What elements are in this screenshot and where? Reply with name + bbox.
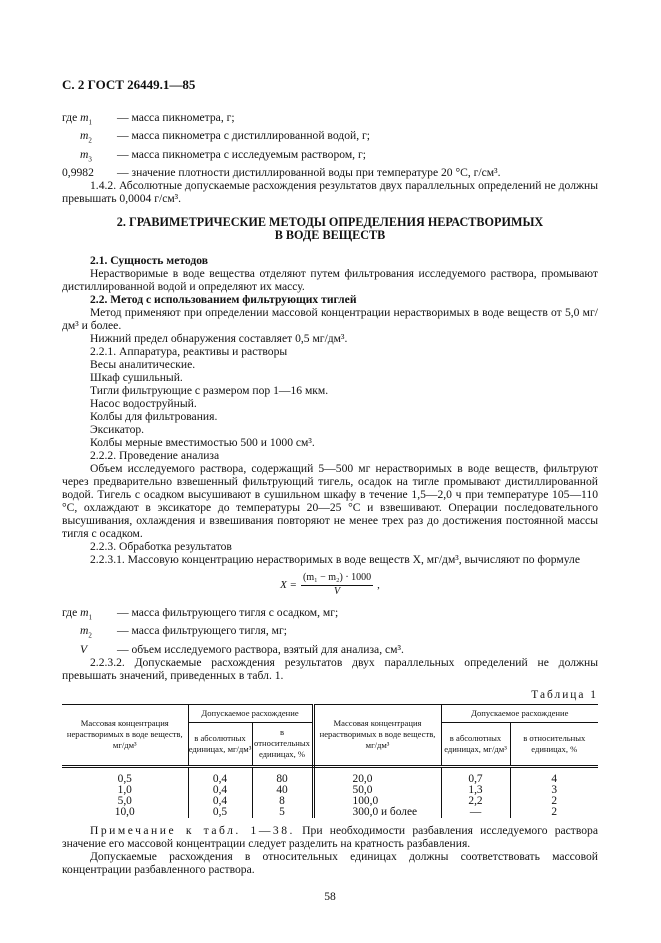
- table-label: Таблица 1: [531, 688, 598, 701]
- th-absolute-2: в абсолютных единицах, мг/дм³: [441, 722, 510, 766]
- table-cell: 10,0: [114, 806, 135, 819]
- where-item: [62, 111, 598, 129]
- table-cell: 1,3: [441, 785, 510, 796]
- paragraph-2-2-3-1: 2.2.3.1. Массовую концентрацию нерастворимых в воде веществ X, мг/дм³, вычисляют по формуле: [90, 552, 580, 566]
- where-sub: 2: [88, 631, 92, 640]
- table-cell: 3: [510, 785, 598, 796]
- where-sym: m: [80, 111, 89, 124]
- th-deviation: Допускаемое расхождение: [188, 704, 313, 722]
- section-2-body: [62, 254, 598, 566]
- paragraph-2-1: Нерастворимые в воде вещества отделяют путем фильтрования исследуемого раствора, промывают дистиллированной водой и определяют их массу.: [62, 266, 598, 293]
- table-row: [62, 766, 598, 785]
- formula-tail: ,: [377, 578, 380, 591]
- heading-2-2: 2.2. Метод с использованием фильтрующих тиглей: [90, 292, 357, 306]
- where-item: [62, 148, 598, 166]
- where-text: — масса пикнометра, г;: [117, 111, 235, 124]
- table-cell: 1,0: [117, 783, 132, 796]
- where-item: [62, 624, 598, 642]
- note-text: При необходимости разбавления исследуемого раствора значение его массовой концентрации следует разделить на кратность разбавления.: [62, 824, 599, 851]
- page-content: [62, 0, 598, 943]
- where-symbol: [62, 624, 117, 642]
- where-text: — значение плотности дистиллированной воды при температуре 20 °С, г/см³.: [117, 165, 501, 179]
- page-header: С. 2 ГОСТ 26449.1—85: [62, 77, 196, 92]
- table-cell: 0,4: [188, 766, 252, 785]
- note-label: Примечание к табл. 1—38.: [90, 824, 295, 838]
- where-sub: 1: [88, 613, 92, 622]
- table-cell: 4: [510, 766, 598, 785]
- table-cell: 80: [252, 766, 313, 785]
- section-title-line1: 2. ГРАВИМЕТРИЧЕСКИЕ МЕТОДЫ ОПРЕДЕЛЕНИЯ НЕРАСТВОРИМЫХ: [116, 214, 544, 229]
- table-cell: 2: [510, 796, 598, 807]
- where-sub: 3: [88, 154, 92, 163]
- paragraph-2-2-2: Объем исследуемого раствора, содержащий 5—500 мг нерастворимых в воде веществ, фильтруют через предварительно взвешенный фильтрующий тигель, осадок на тигле промывают дистиллированной водой. Тигель с осадком высушивают в сушильном шкафу в течение 1,5—2,0 ч при температуре 105—110 °С, охлаждают в эксикаторе до температуры 20—25 °С и взвешивают. Операции последовательного высушивания, охлаждения и взвешивания повторяют не менее трех раз до достижения постоянной массы тигля с осадком.: [62, 461, 598, 540]
- heading-2-2-3: 2.2.3. Обработка результатов: [90, 539, 232, 553]
- equipment-item: Весы аналитические.: [90, 357, 196, 371]
- where-item: [62, 606, 598, 624]
- table-cell: 5,0: [117, 794, 132, 807]
- table-cell: 50,0: [313, 785, 441, 796]
- paragraph-2-2: Метод применяют при определении массовой концентрации нерастворимых в воде веществ от 5,0 мг/дм³ и более.: [62, 305, 598, 332]
- table-cell: 5: [252, 807, 313, 818]
- paragraph-2-2-3-2: 2.2.3.2. Допускаемые расхождения результатов двух параллельных определений не должны превышать значений, приведенных в табл. 1.: [62, 655, 598, 682]
- formula-lhs: X =: [280, 578, 297, 591]
- table-row: [62, 796, 598, 807]
- where-list-1: [62, 111, 598, 179]
- detection-limit: Нижний предел обнаружения составляет 0,5 мг/дм³.: [90, 331, 348, 345]
- table-cell: 300,0 и более: [313, 807, 441, 818]
- where-text: — масса фильтрующего тигля, мг;: [117, 624, 287, 638]
- table-cell: 100,0: [313, 796, 441, 807]
- table-row: [62, 785, 598, 796]
- paragraph-1-4-2: 1.4.2. Абсолютные допускаемые расхождения результатов двух параллельных определений не должны превышать 0,0004 г/см³.: [62, 178, 598, 205]
- section-title: [62, 216, 598, 242]
- table-cell: 2: [510, 807, 598, 818]
- table-cell: 0,4: [188, 785, 252, 796]
- where-text: — объем исследуемого раствора, взятый для анализа, см³.: [117, 642, 404, 656]
- table-cell: 0,7: [441, 766, 510, 785]
- where-symbol: [62, 129, 117, 147]
- equipment-list: [62, 358, 598, 449]
- formula-numerator: (m₁ − m₂) · 1000: [301, 572, 373, 586]
- table-cell: 40: [252, 785, 313, 796]
- note-text-2: Допускаемые расхождения в относительных единицах должны соответствовать массовой концентрации разбавленного раствора.: [62, 850, 598, 877]
- equipment-item: Колбы мерные вместимостью 500 и 1000 см³.: [90, 435, 315, 449]
- where-sub: 1: [88, 118, 92, 127]
- where-sym: m: [80, 147, 89, 161]
- th-relative: в относительных единицах, %: [252, 722, 313, 766]
- table-cell: 0,5: [117, 772, 132, 785]
- formula-fraction: [301, 572, 373, 598]
- th-concentration-2: Массовая концентрация нерастворимых в воде веществ, мг/дм³: [313, 704, 441, 766]
- table-row: [62, 807, 598, 818]
- where-text: — масса пикнометра с дистиллированной водой, г;: [117, 129, 370, 143]
- equipment-item: Шкаф сушильный.: [90, 370, 183, 384]
- where-text: — масса фильтрующего тигля с осадком, мг;: [117, 605, 339, 619]
- table-cell: 20,0: [313, 766, 441, 785]
- where-sym: m: [80, 129, 89, 143]
- where-lead: где: [62, 605, 81, 619]
- where-text: — масса пикнометра с исследуемым раствором, г;: [117, 147, 366, 161]
- table-cell: 8: [252, 796, 313, 807]
- table-cell: —: [441, 807, 510, 818]
- table-cell: 0,4: [188, 796, 252, 807]
- where-item: [62, 166, 598, 179]
- where-sym: 0,9982: [62, 165, 94, 179]
- table-cell: 0,5: [188, 807, 252, 818]
- equipment-item: Колбы для фильтрования.: [90, 409, 218, 423]
- th-deviation-2: Допускаемое расхождение: [441, 704, 598, 722]
- table-cell: 2,2: [441, 796, 510, 807]
- where-symbol: [62, 148, 117, 166]
- th-relative-2: в относительных единицах, %: [510, 722, 598, 766]
- equipment-item: Тигли фильтрующие с размером пор 1—16 мкм.: [90, 383, 329, 397]
- where-list-2: [62, 606, 598, 656]
- where-sym: m: [80, 605, 89, 619]
- section-title-line2: В ВОДЕ ВЕЩЕСТВ: [274, 227, 386, 242]
- where-sym: m: [80, 624, 89, 638]
- table-note: [62, 824, 598, 876]
- where-symbol: [62, 111, 117, 129]
- where-item: [62, 129, 598, 147]
- where-sub: 2: [88, 136, 92, 145]
- heading-2-2-1: 2.2.1. Аппаратура, реактивы и растворы: [90, 344, 288, 358]
- where-item: [62, 643, 598, 656]
- where-symbol: [62, 166, 117, 179]
- th-concentration: Массовая концентрация нерастворимых в воде веществ, мг/дм³: [62, 704, 188, 766]
- formula: [62, 572, 598, 598]
- equipment-item: Насос водоструйный.: [90, 396, 197, 410]
- th-absolute: в абсолютных единицах, мг/дм³: [188, 722, 252, 766]
- equipment-item: Эксикатор.: [90, 422, 145, 436]
- tolerance-table: [62, 704, 598, 819]
- formula-denominator: V: [334, 585, 341, 597]
- where-lead: где: [62, 111, 81, 124]
- heading-2-1: 2.1. Сущность методов: [90, 253, 208, 267]
- where-symbol: [62, 606, 117, 624]
- where-symbol: [62, 643, 117, 656]
- heading-2-2-2: 2.2.2. Проведение анализа: [90, 448, 220, 462]
- page-number: 58: [324, 890, 336, 904]
- where-sym: V: [80, 642, 88, 656]
